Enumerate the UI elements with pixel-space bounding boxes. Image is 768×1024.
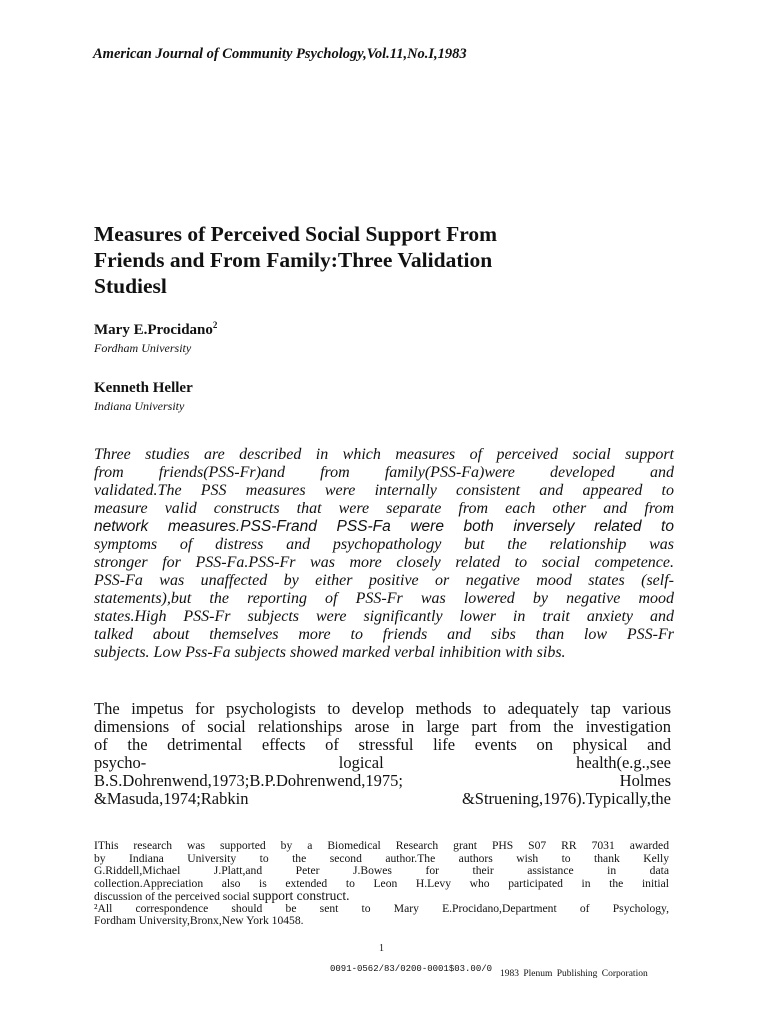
author-name: Mary E.Procidano$^2$	[94, 320, 218, 338]
journal-header: American Journal of Community Psychology,Vol.11,No.I,1983	[93, 46, 467, 62]
author-block-2	[94, 380, 193, 414]
abstract-line: stronger for PSS-Fa.PSS-Fr was more closely related to social competence.	[94, 554, 674, 571]
abstract-line: statements),but the reporting of PSS-Fr was lowered by negative mood	[94, 590, 674, 607]
abstract-line: subjects. Low Pss-Fa subjects showed marked verbal inhibition with sibs.	[94, 644, 566, 661]
footnote-line: by Indiana University to the second author.The authors wish to thank Kelly	[94, 851, 669, 865]
abstract-line: Three studies are described in which measures of perceived social support	[94, 446, 674, 463]
author-affiliation: Indiana University	[94, 399, 185, 413]
abstract-line: states.High PSS-Fr subjects were significantly lower in trait anxiety and	[94, 608, 674, 625]
copyright-notice: 1983 Plenum Publishing Corporation	[500, 969, 648, 979]
abstract-line: network measures.PSS-Frand PSS-Fa were both inversely related to	[94, 518, 674, 535]
body-text	[94, 700, 671, 808]
article-code: 0091-0562/83/0200-0001$03.00/0	[330, 964, 493, 974]
footnote-line: IThis research was supported by a Biomedical Research grant PHS S07 RR 7031 awarded	[94, 839, 669, 852]
footnotes	[94, 840, 669, 928]
footnote-line: G.Riddell,Michael J.Platt,and Peter J.Bowes for their assistance in data	[94, 864, 669, 877]
footnote-line: discussion of the perceived social support construct.	[94, 888, 350, 903]
page-number: 1	[379, 943, 384, 954]
abstract-line: measure valid constructs that were separate from each other and from	[94, 500, 674, 517]
abstract-line: validated.The PSS measures were internally consistent and appeared to	[94, 482, 674, 499]
body-line: B.S.Dohrenwend,1973;B.P.Dohrenwend,1975; Holmes	[94, 771, 671, 790]
body-line: psycho- logical health(e.g.,see	[94, 753, 671, 772]
author-affiliation: Fordham University	[94, 341, 192, 355]
abstract-line: PSS-Fa was unaffected by either positive or negative mood states (self-	[94, 572, 674, 589]
abstract-line: symptoms of distress and psychopathology but the relationship was	[94, 536, 674, 553]
abstract-line: talked about themselves more to friends and sibs than low PSS-Fr	[94, 626, 674, 643]
footnote-line: ²All correspondence should be sent to Mary E.Procidano,Department of Psychology,	[94, 901, 669, 915]
author-name: Kenneth Heller	[94, 380, 193, 396]
body-line: of the detrimental effects of stressful life events on physical and	[94, 735, 671, 754]
title-line: Studiesl	[94, 274, 167, 298]
footnote-line: Fordham University,Bronx,New York 10458.	[94, 914, 304, 927]
body-line: &Masuda,1974;Rabkin &Struening,1976).Typically,the	[94, 789, 671, 808]
abstract-line: from friends(PSS-Fr)and from family(PSS-Fa)were developed and	[94, 464, 674, 481]
title-line: Friends and From Family:Three Validation	[94, 248, 493, 272]
abstract	[94, 446, 674, 662]
title-line: Measures of Perceived Social Support From	[94, 222, 498, 246]
author-block-1	[94, 320, 217, 356]
body-line: The impetus for psychologists to develop methods to adequately tap various	[94, 699, 671, 718]
footnote-line: collection.Appreciation also is extended to Leon H.Levy who participated in the initial	[94, 876, 669, 890]
article-title	[94, 221, 614, 299]
body-line: dimensions of social relationships arose in large part from the investigation	[94, 717, 671, 736]
footnote-marker: 2	[212, 320, 218, 330]
